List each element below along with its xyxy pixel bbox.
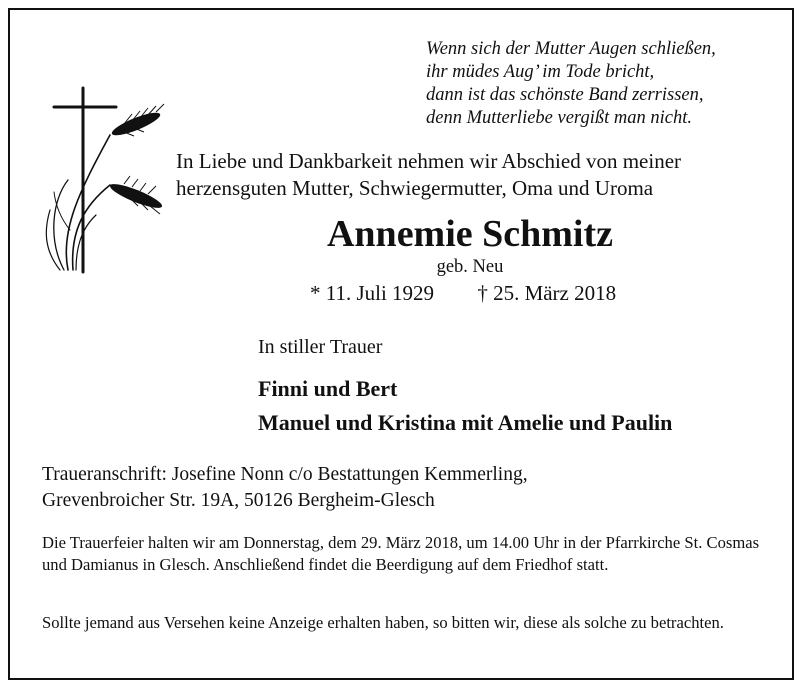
ceremony-text: Die Trauerfeier halten wir am Donnerstag, dem 29. März 2018, um 14.00 Uhr in der Pfarrkirche St. Cosmas und Damianus in Glesch. Anschließend findet die Beerdigung auf dem Friedhof statt. [42, 533, 760, 574]
poem-line: Wenn sich der Mutter Augen schließen, [426, 39, 716, 59]
deceased-name: Annemie Schmitz [326, 213, 614, 255]
closing-note: Sollte jemand aus Versehen keine Anzeige erhalten haben, so bitten wir, diese als solche zu betrachten. [42, 613, 724, 632]
poem-line: denn Mutterliebe vergißt man nicht. [426, 108, 692, 128]
poem-line: ihr müdes Aug’ im Tode bricht, [426, 62, 655, 82]
poem-line: dann ist das schönste Band zerrissen, [426, 85, 704, 105]
mourner-list [258, 372, 672, 440]
mourning-address [42, 462, 528, 514]
born-name: geb. Neu [436, 257, 504, 277]
mourner-name: Finni und Bert [258, 376, 398, 401]
intro-text [176, 148, 681, 202]
address-line: Traueranschrift: Josefine Nonn c/o Bestattungen Kemmerling, [42, 464, 528, 485]
birth-date: * 11. Juli 1929 [310, 281, 435, 305]
address-line: Grevenbroicher Str. 19A, 50126 Bergheim-Glesch [42, 490, 435, 511]
life-dates [310, 280, 616, 306]
mourner-name: Manuel und Kristina mit Amelie und Paulin [258, 410, 673, 435]
death-date: † 25. März 2018 [477, 281, 617, 305]
mourning-intro: In stiller Trauer [258, 336, 383, 358]
intro-line: In Liebe und Dankbarkeit nehmen wir Abschied von meiner [176, 149, 682, 173]
poem [426, 38, 716, 130]
intro-line: herzensguten Mutter, Schwiegermutter, Oma und Uroma [176, 176, 654, 200]
